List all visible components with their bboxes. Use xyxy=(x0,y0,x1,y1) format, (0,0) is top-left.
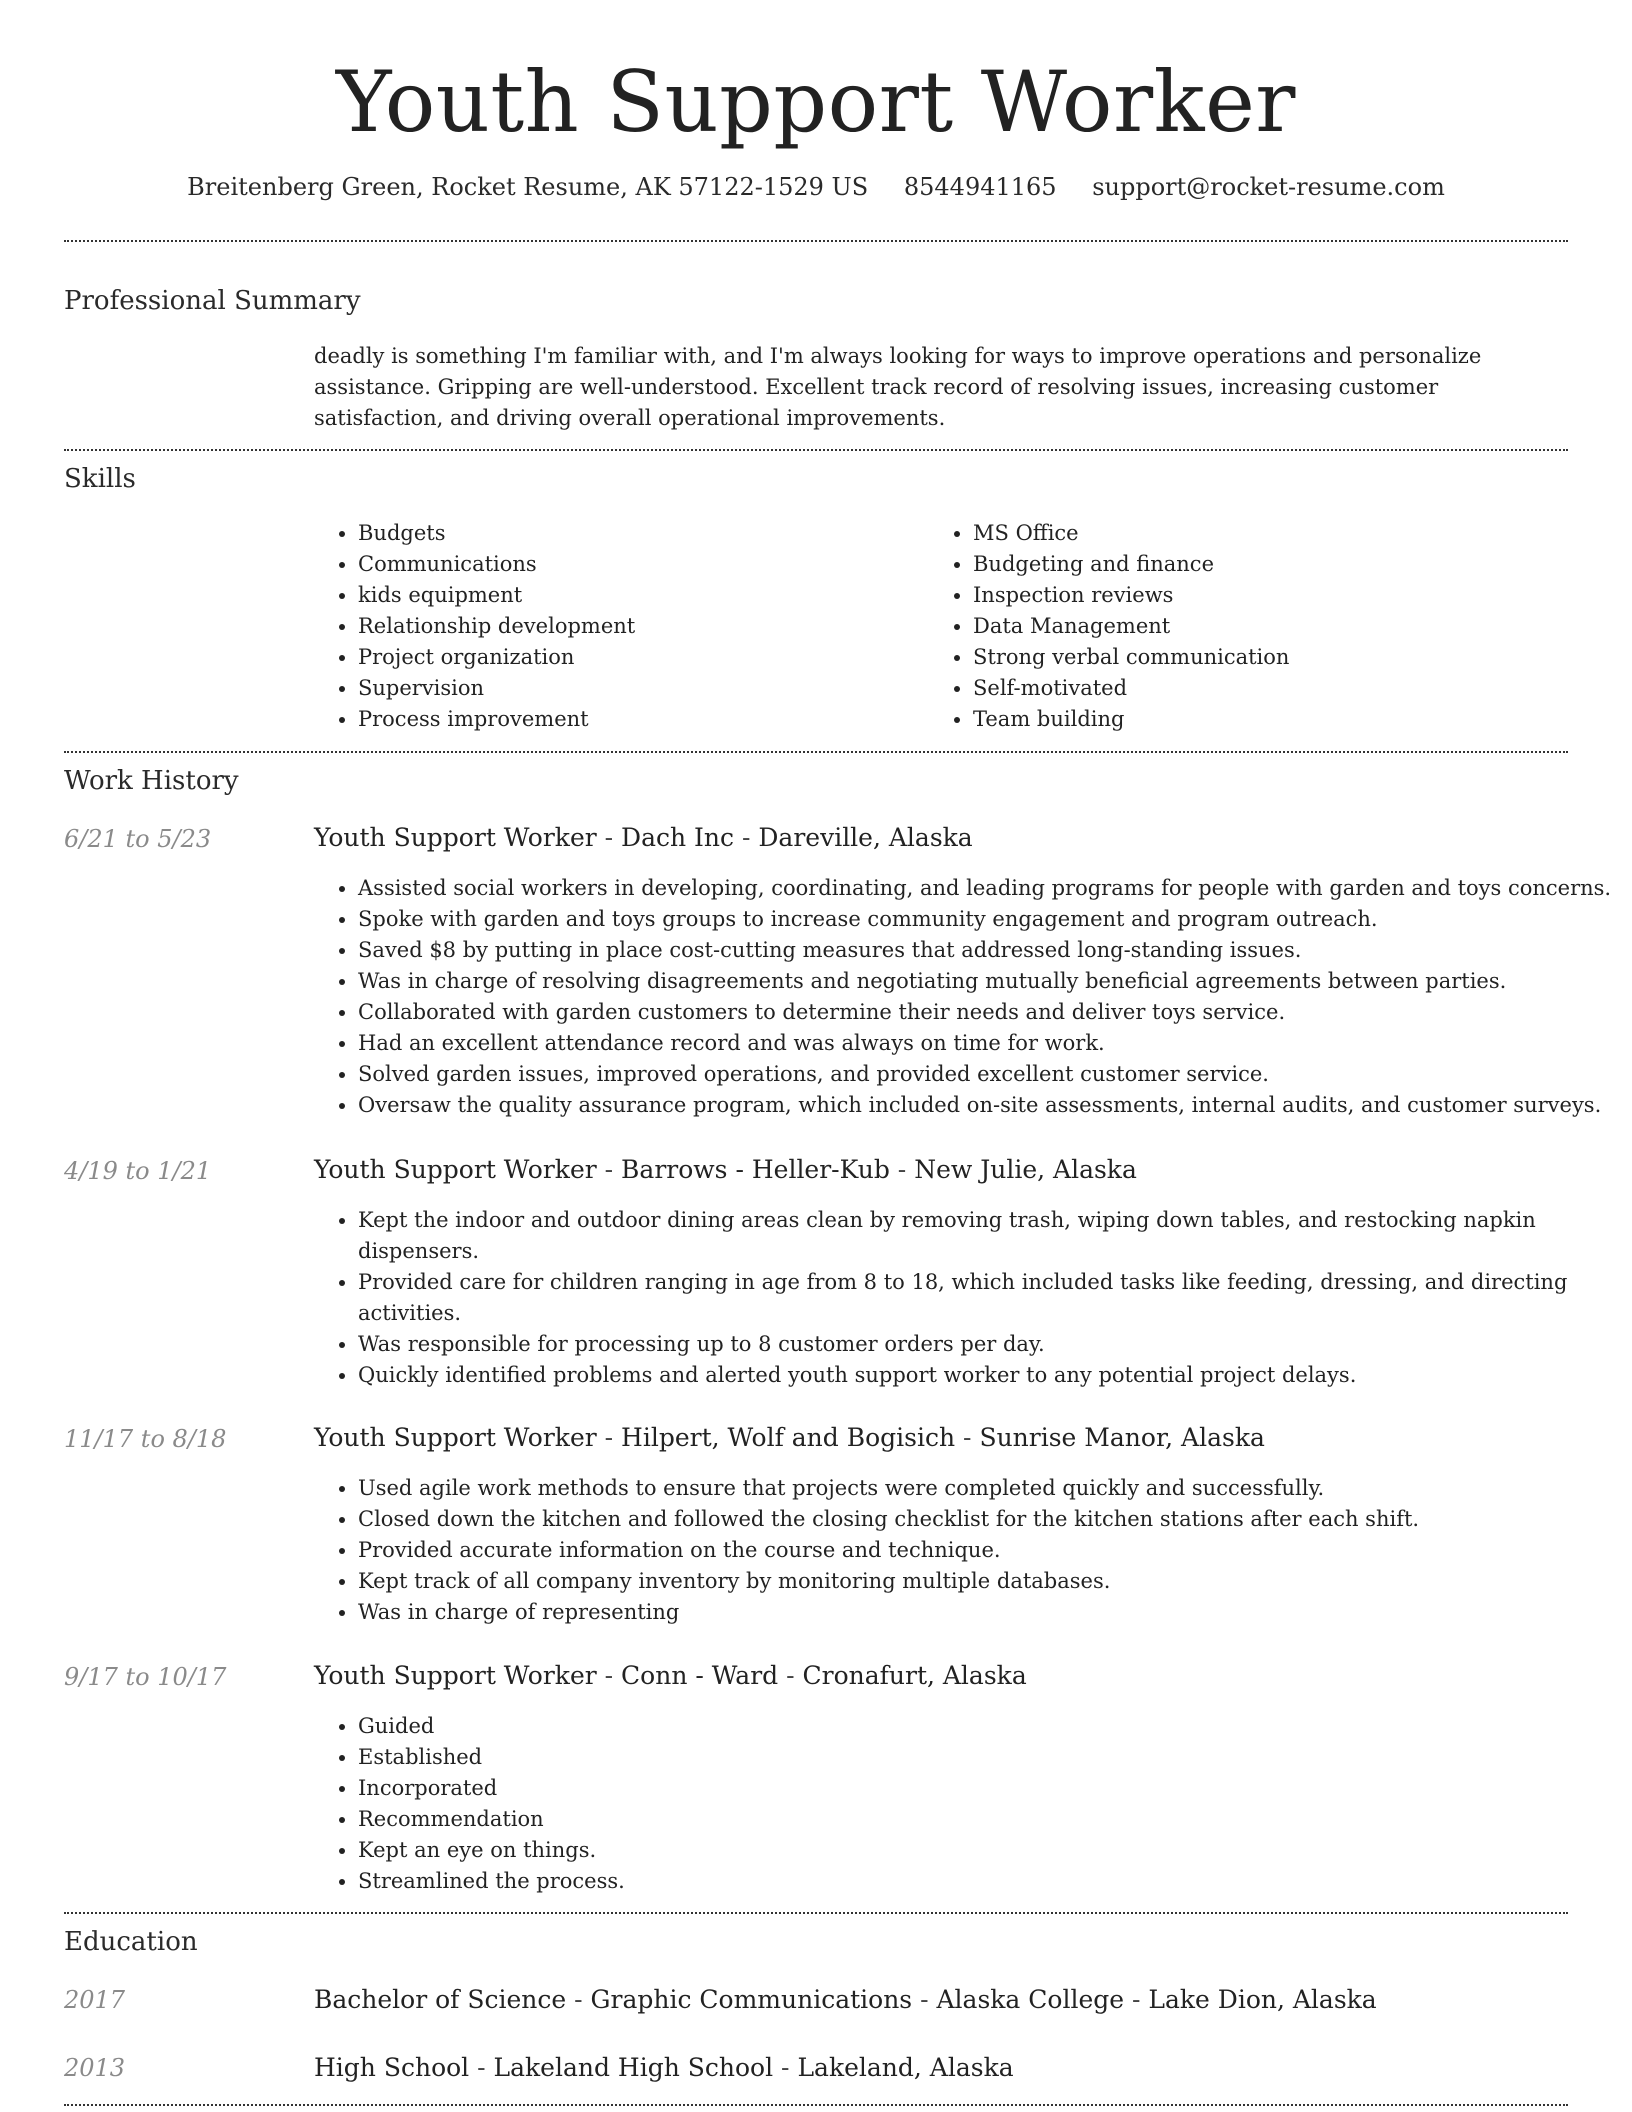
separator: - xyxy=(778,1661,803,1690)
job-bullet: • Quickly identified problems and alerted youth support worker to any potential project delays. xyxy=(358,1360,1568,1391)
section-heading-education: Education xyxy=(64,1927,198,1957)
resume-name: Youth Support Worker xyxy=(336,53,1296,151)
education-year: 2013 xyxy=(64,2054,126,2082)
separator: - xyxy=(734,823,759,852)
skill-item: • Communications xyxy=(358,549,918,580)
separator: - xyxy=(955,1423,980,1452)
summary-text: deadly is something I'm familiar with, and I'm always looking for ways to improve operations and personalize assistance. Gripping are well-understood. Excellent track record of resolving issues, increasing customer satisfaction, and driving overall operational improvements. xyxy=(314,344,1482,430)
skill-item: • Inspection reviews xyxy=(973,580,1573,611)
contact-address: Breitenberg Green, Rocket Resume, AK 57122-1529 US xyxy=(187,173,869,201)
job-bullet: • Streamlined the process. xyxy=(358,1866,1618,1897)
skill-item: • Self-motivated xyxy=(973,673,1573,704)
job-bullet: • Established xyxy=(358,1742,1618,1773)
job-location: Cronafurt, Alaska xyxy=(802,1661,1027,1690)
education-school: Alaska College xyxy=(936,1985,1125,2014)
education-entry xyxy=(314,1983,1377,2017)
contact-phone: 8544941165 xyxy=(903,173,1057,201)
skills-list-right xyxy=(929,518,1573,735)
job-title: Youth Support Worker xyxy=(314,823,597,852)
separator: - xyxy=(1124,1985,1149,2014)
separator: - xyxy=(912,1985,937,2014)
education-field: Graphic Communications xyxy=(590,1985,913,2014)
job-location: Dareville, Alaska xyxy=(758,823,973,852)
section-heading-skills: Skills xyxy=(64,464,136,494)
skill-item: • Data Management xyxy=(973,611,1573,642)
section-divider xyxy=(64,2104,1568,2106)
skill-item: • Relationship development xyxy=(358,611,918,642)
job-title: Youth Support Worker xyxy=(314,1661,597,1690)
job-bullet: • Used agile work methods to ensure that projects were completed quickly and successfully. xyxy=(358,1473,1618,1504)
job-heading xyxy=(314,821,973,855)
skill-item: • Process improvement xyxy=(358,704,918,735)
job-heading xyxy=(314,1421,1265,1455)
job-title: Youth Support Worker xyxy=(314,1155,597,1184)
job-bullets xyxy=(314,1205,1568,1391)
job-location: Sunrise Manor, Alaska xyxy=(979,1423,1265,1452)
job-bullet: • Provided care for children ranging in age from 8 to 18, which included tasks like feeding, dressing, and directing activities. xyxy=(358,1267,1568,1329)
contact-line xyxy=(0,170,1632,204)
job-bullets xyxy=(314,873,1618,1121)
job-location: New Julie, Alaska xyxy=(914,1155,1137,1184)
section-divider xyxy=(64,449,1568,451)
education-year: 2017 xyxy=(64,1986,126,2014)
skill-item: • Supervision xyxy=(358,673,918,704)
job-dates: 6/21 to 5/23 xyxy=(64,825,212,853)
job-bullet: • Saved $8 by putting in place cost-cutting measures that addressed long-standing issues. xyxy=(358,935,1618,966)
section-divider xyxy=(64,751,1568,753)
job-heading xyxy=(314,1659,1027,1693)
section-divider xyxy=(64,1912,1568,1914)
skill-item: • Budgeting and finance xyxy=(973,549,1573,580)
job-dates: 4/19 to 1/21 xyxy=(64,1157,212,1185)
skill-item: • Team building xyxy=(973,704,1573,735)
job-bullet: • Had an excellent attendance record and was always on time for work. xyxy=(358,1028,1618,1059)
job-bullet: • Recommendation xyxy=(358,1804,1618,1835)
contact-email: support@rocket-resume.com xyxy=(1092,173,1445,201)
job-bullets xyxy=(314,1473,1618,1628)
section-heading-summary: Professional Summary xyxy=(64,286,361,316)
skill-item: • MS Office xyxy=(973,518,1573,549)
job-company: Conn - Ward xyxy=(621,1661,779,1690)
job-company: Barrows - Heller-Kub xyxy=(621,1155,890,1184)
section-divider xyxy=(64,240,1568,242)
education-entry xyxy=(314,2051,1014,2085)
job-company: Hilpert, Wolf and Bogisich xyxy=(621,1423,956,1452)
job-bullet: • Spoke with garden and toys groups to increase community engagement and program outreach. xyxy=(358,904,1618,935)
job-bullet: • Solved garden issues, improved operations, and provided excellent customer service. xyxy=(358,1059,1618,1090)
job-dates: 9/17 to 10/17 xyxy=(64,1663,227,1691)
job-bullet: • Was in charge of representing xyxy=(358,1597,1618,1628)
job-title: Youth Support Worker xyxy=(314,1423,597,1452)
skill-item: • Project organization xyxy=(358,642,918,673)
separator: - xyxy=(773,2053,798,2082)
job-bullets xyxy=(314,1711,1618,1897)
job-bullet: • Was in charge of resolving disagreements and negotiating mutually beneficial agreements between parties. xyxy=(358,966,1618,997)
separator: - xyxy=(596,1661,622,1690)
skill-item: • Strong verbal communication xyxy=(973,642,1573,673)
job-bullet: • Was responsible for processing up to 8 customer orders per day. xyxy=(358,1329,1568,1360)
separator: - xyxy=(596,1423,622,1452)
job-bullet: • Closed down the kitchen and followed the closing checklist for the kitchen stations after each shift. xyxy=(358,1504,1618,1535)
job-bullet: • Incorporated xyxy=(358,1773,1618,1804)
separator: - xyxy=(469,2053,494,2082)
separator: - xyxy=(596,1155,622,1184)
education-school: Lakeland High School xyxy=(493,2053,774,2082)
education-location: Lake Dion, Alaska xyxy=(1148,1985,1377,2014)
job-bullet: • Kept track of all company inventory by monitoring multiple databases. xyxy=(358,1566,1618,1597)
job-bullet: • Kept an eye on things. xyxy=(358,1835,1618,1866)
job-bullet: • Collaborated with garden customers to determine their needs and deliver toys service. xyxy=(358,997,1618,1028)
education-degree: High School xyxy=(314,2053,470,2082)
job-bullet: • Oversaw the quality assurance program, which included on-site assessments, internal audits, and customer surveys. xyxy=(358,1090,1618,1121)
job-bullet: • Assisted social workers in developing, coordinating, and leading programs for people with garden and toys concerns. xyxy=(358,873,1618,904)
job-bullet: • Guided xyxy=(358,1711,1618,1742)
skills-list-left xyxy=(314,518,918,735)
separator: - xyxy=(596,823,622,852)
skill-item: • Budgets xyxy=(358,518,918,549)
job-company: Dach Inc xyxy=(621,823,735,852)
job-dates: 11/17 to 8/18 xyxy=(64,1425,227,1453)
job-bullet: • Provided accurate information on the course and technique. xyxy=(358,1535,1618,1566)
education-degree: Bachelor of Science xyxy=(314,1985,567,2014)
separator: - xyxy=(566,1985,591,2014)
skill-item: • kids equipment xyxy=(358,580,918,611)
separator: - xyxy=(889,1155,915,1184)
education-location: Lakeland, Alaska xyxy=(797,2053,1014,2082)
job-bullet: • Kept the indoor and outdoor dining areas clean by removing trash, wiping down tables, and restocking napkin dispensers. xyxy=(358,1205,1568,1267)
job-heading xyxy=(314,1153,1137,1187)
section-heading-work: Work History xyxy=(64,766,239,796)
